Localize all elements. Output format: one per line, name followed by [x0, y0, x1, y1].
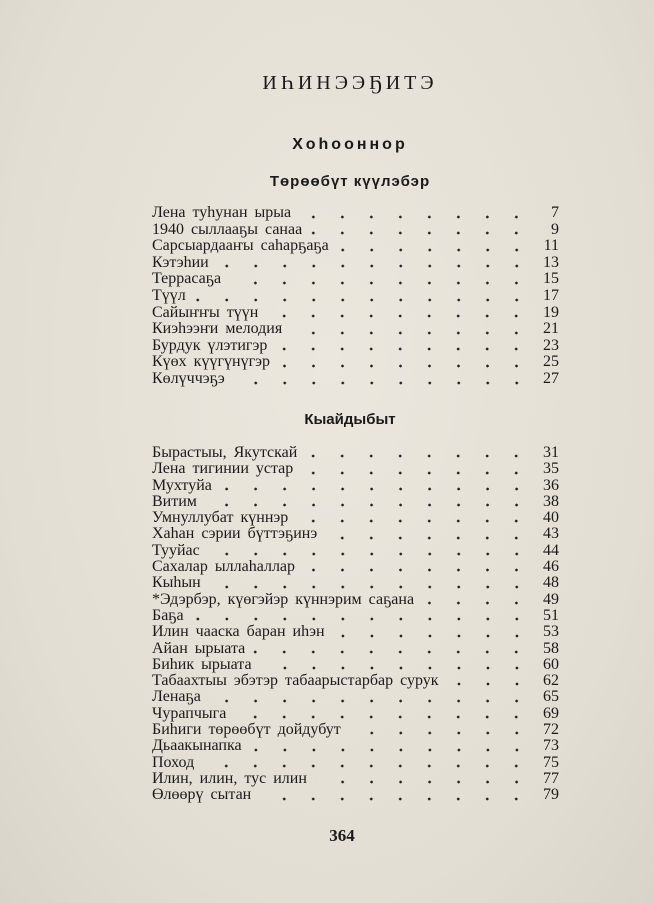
page-number: 364 — [329, 826, 355, 845]
toc-entry — [152, 689, 559, 705]
toc-entry — [152, 559, 559, 575]
dot-leader — [220, 487, 531, 491]
entry-page: 58 — [543, 639, 559, 657]
toc-entry — [152, 526, 559, 542]
toc-entry — [152, 371, 559, 388]
toc-entry — [152, 657, 559, 673]
entry-title: Күөх күүгүнүгэр — [152, 353, 270, 371]
dot-leader — [229, 281, 531, 285]
toc-entry — [152, 494, 559, 510]
toc-entry — [152, 624, 559, 640]
dot-leader — [296, 519, 531, 523]
entry-page: 31 — [543, 444, 559, 461]
toc-entry — [152, 338, 559, 355]
entry-title: Киэһээҥи мелодия — [152, 320, 283, 338]
dot-leader — [422, 601, 531, 605]
entry-title: Сахалар ыллаһаллар — [152, 558, 296, 576]
dot-leader — [234, 715, 531, 719]
dot-leader — [315, 780, 531, 784]
entry-page: 49 — [543, 590, 559, 608]
entry-page: 69 — [543, 704, 559, 722]
dot-leader — [305, 454, 531, 458]
entry-title: Бырастыы, Якутскай — [152, 444, 298, 461]
toc-entry — [152, 478, 559, 494]
entry-title: Витим — [152, 492, 197, 510]
dot-leader — [205, 503, 531, 507]
section-heading-victory: Кыайдыбыт — [304, 411, 396, 428]
toc-entry — [152, 575, 559, 591]
toc-entry — [152, 445, 559, 461]
toc-entry — [152, 787, 559, 803]
entry-title: Мухтуйа — [152, 476, 212, 494]
dot-leader — [275, 347, 531, 351]
toc-entry — [152, 706, 559, 722]
toc-entry — [152, 205, 559, 222]
toc-entry — [152, 354, 559, 371]
dot-leader — [301, 471, 531, 475]
dot-leader — [202, 764, 531, 768]
entry-page: 13 — [543, 253, 559, 271]
entry-title: *Эдэрбэр, күөгэйэр күннэрим саҕана — [152, 590, 415, 608]
toc-entry — [152, 510, 559, 526]
entry-title: Табаахтыы эбэтэр табаарыстарбар сурук — [152, 672, 439, 690]
dot-leader — [266, 314, 531, 318]
toc-entry — [152, 641, 559, 657]
entry-title: Хаһан сэрии бүттэҕинэ — [152, 525, 318, 543]
entry-page: 35 — [543, 460, 559, 478]
entry-page: 38 — [543, 492, 559, 510]
entry-page: 46 — [543, 558, 559, 576]
entry-title: Сарсыардааҥы саһарҕаҕа — [152, 237, 329, 255]
entry-title: Илин, илин, тус илин — [152, 769, 307, 787]
dot-leader — [217, 264, 531, 268]
toc-entry — [152, 255, 559, 272]
entry-page: 65 — [543, 688, 559, 706]
entry-title: Бурдук үлэтигэр — [152, 336, 268, 354]
dot-leader — [250, 748, 531, 752]
toc-entry — [152, 592, 559, 608]
toc-list-2 — [152, 445, 559, 804]
dot-leader — [194, 298, 531, 302]
entry-page: 73 — [543, 737, 559, 755]
dot-leader — [333, 634, 531, 638]
entry-page: 9 — [551, 220, 559, 238]
entry-title: Умнуллубат күннэр — [152, 509, 289, 527]
dot-leader — [349, 731, 531, 735]
entry-title: Кэтэһии — [152, 253, 209, 271]
dot-leader — [325, 536, 531, 540]
toc-entry — [152, 738, 559, 754]
entry-page: 36 — [543, 476, 559, 494]
entry-title: Лена туһунан ырыа — [152, 204, 292, 221]
entry-title: Чурапчыга — [152, 704, 227, 722]
entry-page: 17 — [543, 286, 559, 304]
dot-leader — [209, 699, 531, 703]
dot-leader — [303, 568, 531, 572]
toc-entry — [152, 222, 559, 239]
entry-page: 19 — [543, 303, 559, 321]
dot-leader — [299, 215, 531, 219]
entry-page: 51 — [543, 606, 559, 624]
entry-page: 7 — [551, 204, 559, 221]
entry-title: Өлөөрү сытан — [152, 786, 252, 804]
dot-leader — [337, 248, 531, 252]
dot-leader — [209, 585, 531, 589]
entry-title: Террасаҕа — [152, 270, 222, 288]
toc-entry — [152, 461, 559, 477]
entry-title: Тууйас — [152, 541, 200, 559]
entry-page: 21 — [543, 320, 559, 338]
contents-title: ИҺИНЭЭҔИТЭ — [262, 72, 438, 94]
entry-title: Көлүччэҕэ — [152, 369, 225, 387]
section-heading-poems: Хоһооннор — [292, 136, 408, 153]
toc-entry — [152, 771, 559, 787]
entry-title: Сайыҥҥы түүн — [152, 303, 259, 321]
toc-list-1 — [152, 205, 559, 388]
dot-leader — [192, 617, 531, 621]
entry-title: Илин чааска баран иһэн — [152, 623, 325, 641]
dot-leader — [290, 331, 531, 335]
dot-leader — [208, 552, 531, 556]
entry-title: Баҕа — [152, 606, 184, 624]
dot-leader — [278, 364, 531, 368]
entry-page: 62 — [543, 672, 559, 690]
entry-page: 75 — [543, 753, 559, 771]
entry-title: Лена тигинии устар — [152, 460, 294, 478]
toc-entry — [152, 673, 559, 689]
entry-page: 15 — [543, 270, 559, 288]
entry-page: 77 — [543, 769, 559, 787]
entry-page: 43 — [543, 525, 559, 543]
entry-title: Биһик ырыата — [152, 655, 252, 673]
entry-page: 48 — [543, 574, 559, 592]
toc-entry — [152, 608, 559, 624]
toc-entry — [152, 238, 559, 255]
entry-title: Кыһын — [152, 574, 201, 592]
entry-page: 27 — [543, 369, 559, 387]
entry-title: Айан ырыата — [152, 639, 246, 657]
entry-page: 79 — [543, 786, 559, 804]
entry-page: 25 — [543, 353, 559, 371]
entry-title: Дьаакынапка — [152, 737, 242, 755]
entry-title: Поход — [152, 753, 195, 771]
entry-title: Биһиги төрөөбүт дойдубут — [152, 721, 341, 739]
dot-leader — [447, 682, 531, 686]
entry-title: 1940 сыллааҕы санаа — [152, 220, 303, 238]
entry-page: 72 — [543, 721, 559, 739]
toc-entry — [152, 321, 559, 338]
entry-page: 53 — [543, 623, 559, 641]
dot-leader — [259, 797, 531, 801]
toc-entry — [152, 755, 559, 771]
entry-page: 23 — [543, 336, 559, 354]
entry-title: Ленаҕа — [152, 688, 201, 706]
dot-leader — [310, 231, 531, 235]
subsection-heading: Төрөөбүт күүлэбэр — [269, 173, 431, 190]
toc-entry — [152, 722, 559, 738]
dot-leader — [260, 666, 531, 670]
dot-leader — [253, 650, 531, 654]
toc-entry — [152, 305, 559, 322]
toc-entry — [152, 271, 559, 288]
entry-page: 44 — [543, 541, 559, 559]
entry-page: 60 — [543, 655, 559, 673]
toc-entry — [152, 288, 559, 305]
toc-entry — [152, 543, 559, 559]
entry-title: Түүл — [152, 286, 186, 304]
entry-page: 40 — [543, 509, 559, 527]
dot-leader — [233, 381, 531, 385]
entry-page: 11 — [543, 237, 559, 255]
